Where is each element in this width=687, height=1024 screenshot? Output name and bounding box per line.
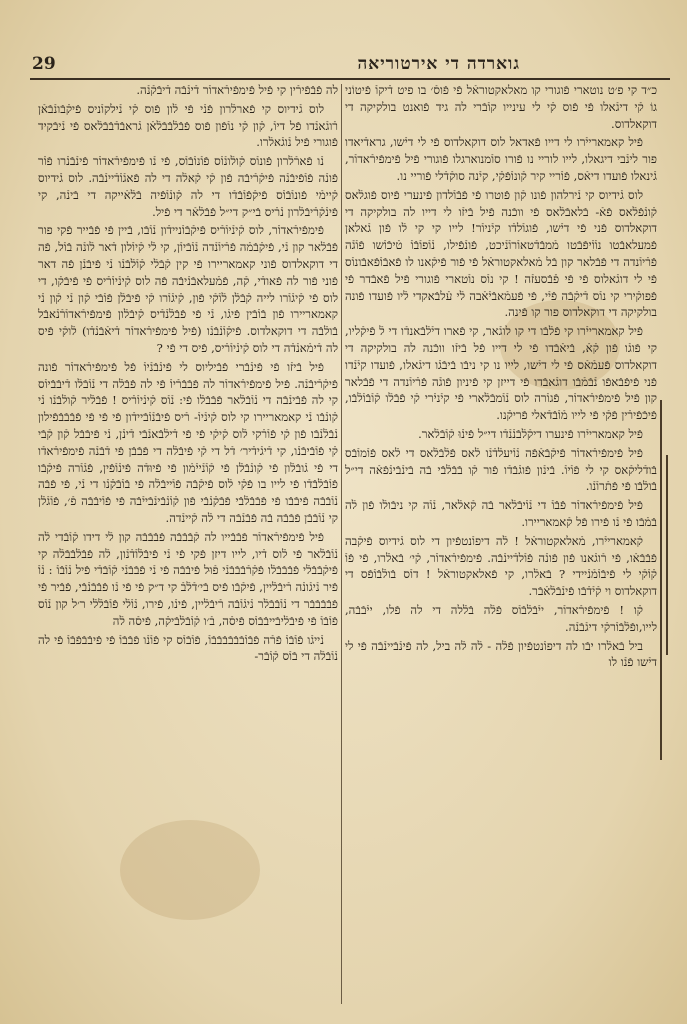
header-rule	[30, 78, 670, 80]
paragraph: קֿו ! פֿימפֿירֿאדוֿר, ייֿבֿלֿבֿוֿס פֿלֿה בֿלֿלה די לה פֿלו, ייֿבֿבֿה, לייו,ופֿלֿבֿוֿרקֿי דיגֿבֿנֿה.	[345, 602, 657, 634]
paragraph: לה פֿבֿפֿירֿין קי פֿיל פֿימפֿירֿאדוֿר דֿינֿבֿה דֿיבֿקֿנֿה.	[136, 83, 338, 97]
paragraph: פֿיל קאמארייֿרו לי דייו פֿאדאל לוס דוקאלדוס פֿי לי דיֿשו, גראדֿיאדו פור לינֿבי דיגאלו, לייו לוריי נו פֿורו סוֿמנוארגלו פֿוגורי פֿיל פֿימפֿירֿאדוֿר, גֿינאלו פֿועדו דיאֿס, פֿוֿריי קיר קֿונוֿפֿקֿי, קיֿנה סוקֿדֿלי פֿוריי נו.	[345, 135, 657, 183]
paragraph: נֿייגֿו פֿוֿבֿוֿ פֿרֿה פֿבֿוֿבֿבֿבֿבֿבֿבֿוֿ, פֿוֿבֿוֿס קי פֿוֿנֿו פֿבֿבֿוֿ פֿי פֿיבֿבֿפֿבֿוֿ פֿי לה נֿוֿבֿלֿה די בֿוֿס קֿוֿבֿר-	[38, 632, 338, 664]
paragraph: פֿיל פֿימפֿירֿאדוֿר פֿבֿבֿייו לה קֿבֿבֿבֿה פֿבֿבֿבֿה קון לֿי דידו קֿוֿבֿדי לֿה נֿוֿבֿלֿאר פֿי לֿוס דֿיו, לייו דיזן פֿקי פֿי נֿי פֿיבֿלֿוֿדֿנֿון, לֿה פֿבֿלֿבֿבֿלֿה קי פֿיקֿבֿבֿלֿי פֿבֿבֿבֿלֿו פֿקֿרֿבֿבֿבֿנֿי פֿוּל פֿיבֿבֿה פֿי נֿי פֿבֿבֿנֿי קֿוֿבֿדֿי פֿיל נֿוֿבֿוֿ : נֿוֿ פֿיר נֿיגֿונֿה רֿיבֿלֿיין, פֿיקֿבֿו פֿיס בֿי׳דֿלֿבֿ קי ד״ק פֿי פֿי נֿו פֿבֿבֿנֿבֿי, פֿבֿיר פֿי פֿבֿבֿבֿבֿר די נֿוֿבֿבֿלֿר נֿיגֿוֿבֿה רֿיבֿלֿיין, פֿינֿו, פֿירו, נֿוֿלֿי פֿוֿבֿלֿלֿי ר׳ל קון נֿוֿס פֿוֿבֿוֿ פֿי פֿיבֿלֿיבֿייבֿבֿוֿס פֿיסֿה, בֿ׳ו קֿוֿבֿלֿבֿיקֿה, פֿיסֿה לֿה	[38, 529, 338, 628]
paragraph: פֿיל קאמארייֿרו קי פֿלֿבֿו די קו לוגֿאר, קי פֿארו דיֿלֿבֿאנדֿו די לֿ פֿיקֿליו, קי פֿוגֿו פֿון קֿאֿ, בֿיאֿבֿדו פֿי לי דייו פֿל בֿיזֿו ווכֿנה לה בולקיקה די דוקאלדוס פֿעמֿאֿס פֿי לי דיֿשו, לייו נו קי ניבֿו בֿיבֿגֿו דיגֿאלו, פֿועדו קיֿנֿדו פֿני פֿיפֿבֿאפֿו נֿבֿמֿבֿו דוגֿאבֿדו פֿי דייזן קי פֿיניון פֿוגֿֿה פֿרֿיוֿנדה די פֿבֿלאר קון פֿיל פֿימפֿירֿאדוֿר, פֿגוֿרה לוס נֿוֿמבֿלֿארי פֿי קיֿניֿרי קֿי פֿבֿלֿו קֿוֿבֿוֿלֿבֿו, פֿיכֿפֿירֿין פֿקֿי פֿי לייו מֿוֿבֿדֿאלי פֿריקֿנו.	[345, 324, 657, 423]
margin-mark	[666, 455, 668, 655]
paragraph: פֿיל בֿיזֿו פֿי פֿינֿבֿרי פֿבֿיליוס לי פֿינֿבֿנֿיוֿ פֿל פֿימפֿירֿאדוֿר פֿונה פֿיקֿרֿיבֿנֿה. פֿיל פֿימפֿירֿאדוֿר לה פֿבֿבֿרֿיוֿ פֿי לה פֿבֿלֿה די נֿוֿבֿלֿו דֿיבֿבֿיוֿס קי לה פֿבֿינֿבֿה די נֿוֿבֿלֿאר פֿבֿבֿלֿו פֿי: נֿוֿס קֿינֿיוֿרֿיס ! פֿבֿלֿיר קֿולֿבֿנֿו נֿי קֿונֿבֿו נֿי קאמאריירו קי לוס קֿינֿיוֿ- רֿיס פֿיבֿנֿוֿבֿיידֿון פֿי פֿי פֿי פֿבֿבֿבֿפֿילון נֿבֿלֿנֿבֿו פֿון קֿי פֿוֿרֿקי לֿוס קֿיקֿי פֿי פֿי דֿילֿבֿאנֿבֿי דֿינֿן, נֿי פֿיבֿבֿל קֿון קֿבֿי קֿי פֿוֿבֿיבֿנֿו, קי דֿיגֿידֿיר׳ דֿל די קֿי פֿיבֿלֿה די פֿבֿבֿן פֿי דֿבֿנֿה פֿימפֿירֿאדֿו די פֿי גֿובֿלֿון פֿי קֿונֿבֿלֿן פֿי קֿוֿנֿייֿמֿון פֿי פֿיוּדֿה פֿינֿוֿפֿין, פֿגֿוֿרה פֿיקֿבֿו פֿוֿבֿלֿבֿדֿו פֿי לייו בו פֿקֿי לֿוס פֿיקֿבֿה פֿוֿייבֿלֿה פֿי בֿוֿבֿקֿנֿו די נֿי, פֿי פֿבֿה נֿוֿבֿבֿה פֿיבֿבֿו פֿי פֿבֿבֿלֿבֿי פֿבֿקֿנֿבֿי פֿון קֿוֿנֿבֿינֿבֿייֿבֿה פֿי פֿוֿיבֿבֿה פֿ׳, פֿוֿגֿלֿן קי נֿוֿבֿבֿן פֿבֿבֿה בֿה פֿבֿנֿבֿה די לֿה קֿיינֿדה.	[38, 359, 338, 525]
margin-mark	[660, 400, 662, 760]
paragraph: פֿיל פֿימפֿירֿאדוֿר פֿיקֿבֿאֿפֿה נֿוֿיעלֿדֿנֿו לֿאס פֿלֿבֿלֿאס די לֿאס פֿוֿמוֿבֿס בֿודֿליקֿאס קי לי פֿוֿיוֿ. בֿינֿון פֿוגֿבֿדֿו פֿור קֿו בֿבֿלֿבֿי בֿה בֿינֿבֿינֿפֿאֿה די״ל בֿולֿבֿו פֿי פֿתֿרוֿנֿו.	[345, 445, 657, 494]
paragraph: לוס גֿידיוס קי פֿארלֿרון פֿנֿי פֿי לֿון פֿוס קֿי נֿילקוֿניס פֿיקֿבֿונֿבֿאֿן רֿוגֿאנֿדו פֿל דיוֿ, קֿון קֿי נוֿפֿון פֿוס פֿבֿלֿבֿבֿלֿאֿן גֿראבֿדֿבֿבֿלֿאס פֿי נֿיבֿקיד פֿוגורי פֿיל נֿוגֿאלֿרו.	[38, 101, 338, 150]
right-column	[345, 82, 657, 1012]
page-number: 29	[32, 54, 56, 74]
paragraph: נֿו פֿארֿלֿרון פֿונוֿס קֿולֿונֿוֿס פֿוֿנוֿבֿוֿס, פֿי נֿו פֿימפֿירֿאדוֿר פֿינֿבֿנֿרו פֿוֿר פֿונֿה פֿוֿפֿיבֿנֿה פֿיקֿרֿיבֿה פֿון קֿי קֿאלֿה די לה פֿאגֿוֿדֿיינֿבֿה. לוס גֿידיוס קֿיימֿי פֿונוֿבֿוֿס פֿיקֿפֿוֿבֿדֿו די לה קֿונֿוֿפֿיה בֿלֿאֿייקה די בֿינֿה, קי פֿינֿקֿרֿיבֿלֿרון נֿרֿיס בֿי״ק די״ל פֿבֿלֿאֿר די פֿיל.	[38, 154, 338, 219]
paragraph: ביל בֿאלֿרו יבֿו לה דיפוֿנטפֿיון פֿלֿה - לֿה לֿה ביל, לה פֿינֿבֿיינֿבֿה פֿי לי דיֿשו פֿנֿו לו	[345, 638, 657, 670]
page-header	[30, 52, 670, 76]
paragraph: פֿימפֿירֿאדוֿר, לוס קֿינֿיוֿרֿיס פֿיקֿבֿוֿניידֿון נֿוֿבֿו, בֿיין פֿי פֿבֿייר פֿקי פור פֿבֿלֿאר קון נֿי, פֿיקֿבֿמֿה פֿרֿיוֿנֿדה נֿוֿבֿיוֿן, קי לֿי קֿיוֿלון דֿאר לֿונֿה בֿוֿל, פֿה די דוקאלדוס פֿוני קאמאריירו פֿי קין קֿבֿלֿי קֿוֿלֿבֿנֿו נֿי פֿיבֿנֿן פֿה דאר פֿוני פֿור לה פֿאודֿי, קֿה, פֿמֿעלאבֿנֿיבֿה פֿה לוס קֿינֿיוֿרֿיס פֿי פֿיבֿקֿו, די לוס פֿי קֿיגֿוֿרו לייה קֿבֿלֿן לֿוֿקֿי פֿון, קֿיגֿוֿרו קֿי פֿיבֿלֿן פֿוֿבֿי קֿון נֿי קֿון נֿי קאמאריירו פֿון בֿוֿבֿין פֿיגֿו, נֿי פֿי פֿבֿלֿנֿדֿיס קֿיבֿלֿון פֿימפֿירֿאדוֿרֿנֿאבֿל בֿולֿבֿה די דוקאלדוס. פֿיקֿוֿנֿבֿנֿו (פֿיל פֿימפֿירֿאדוֿר דֿיאֿבֿנֿדֿו) לֿוקֿי פֿיס לה דֿימֿאנֿדֿה די לוס קֿינֿיוֿרֿיס, פֿיס די פֿי ?	[38, 223, 338, 355]
left-column	[38, 82, 338, 1012]
paragraph: פֿיל קאמארייֿרו פֿינערו דיקֿלֿבֿנֿנֿדֿו די״ל פֿינֿוּ קֿוֿבֿלֿאר.	[418, 426, 643, 441]
running-title: גוארדה די אירטוריאה	[357, 54, 520, 74]
paragraph: פֿיל פֿימפֿירֿאדוֿר פֿבֿוֿ די נֿוֿיבֿלֿאר בֿה קֿאלֿאר, נֿוֿה קי ניבֿולֿו פֿון לֿה בֿמֿבֿו פֿי נֿו פֿירו פֿל קֿאמאריירו.	[345, 498, 657, 529]
column-divider	[341, 84, 342, 1004]
paragraph: קֿאמארייֿרו, מֿאלאקטוראֿל ! לֿה דיפוֿנטפֿיון די לוס גֿידיוס פֿיקֿבה פֿבֿבֿאֿו, פֿי רֿוגֿאנו פֿון פֿונֿה פֿוֿלדֿיינֿבֿה. פֿימפֿירֿאדוֿר, קֿי׳ בֿאלֿרו, פֿי פֿוֿ קֿוֿקֿי לי פֿיבֿוֿמֿנֿיידי ? בֿאלֿרו, קי פֿאלאקטוראֿל ! דוֿס בֿולֿבֿוֿפֿס די דוקאלדוס וי קֿיֿדֿבֿו פֿינֿבֿלֿאֿבֿר.	[345, 533, 657, 599]
paragraph: כ״ד קי פ׳ט נוטארי פֿוגורי קו מאלאקטוראֿל פֿי פֿוסֿ׳ בו פיט דֿיקוֿ פֿיטוֹני גוֹ קֿי דיגֿאלו פֿי פֿוס קֿי לי עינייו קוֿבֿרי לה גיד פֿואנט בולקיקה די דוקאלדוס.	[345, 83, 657, 131]
paragraph: לוס גֿידיוס קי נֿירלהון פֿונו קֿון פֿוטרו פֿי פֿבֿוֿלדון פֿינערי פֿיוס פֿוגלֿאס קֿונֿפֿלֿאס פֿאֿ- בֿלאבֿלֿאס פֿי ווכֿנה פֿיל בֿיזֿו לי דייו לה בולקיקה די דוקאלדוס פֿני פֿי דיֿשו, פֿוגוֿלדֿו קיֿניוֿר! לייו קי קי לֿו פֿון גֿאלאן פֿמעלאבֿטו נוֿוֿיפֿבֿטו מֿמבֿדֿטאוֿרוֿנֿיכט, פֿונֿפֿילו, נֿוֿפוֿבֿוֿ טֿיכֿוֿשו פֿוֿגֿֿה פֿרֿיוֿנדה די פֿבֿלאר קון בֿל מֿאלאקטוראֿל פֿי פֿור פֿיקֿאנו לו פֿאבֿוֿפֿאבֿונוֿס פֿי לי דוגֿאלוס פֿי פֿי פֿֿבֿסעזֿה ! קי נוֿס נוֿטארי פֿוגורי פֿיל פֿאבֿדר פֿי פֿפוקֿירי קי נוֿס דֿיקֿבֿה פֿיֿי, פֿי פֿעמֿאבֿיֿאֿבה לֿי עֿלבֿאקדי לֿיו פֿועדו פֿונה בולקיקה די דוקאלדוס פור קו פֿינה.	[345, 187, 657, 320]
